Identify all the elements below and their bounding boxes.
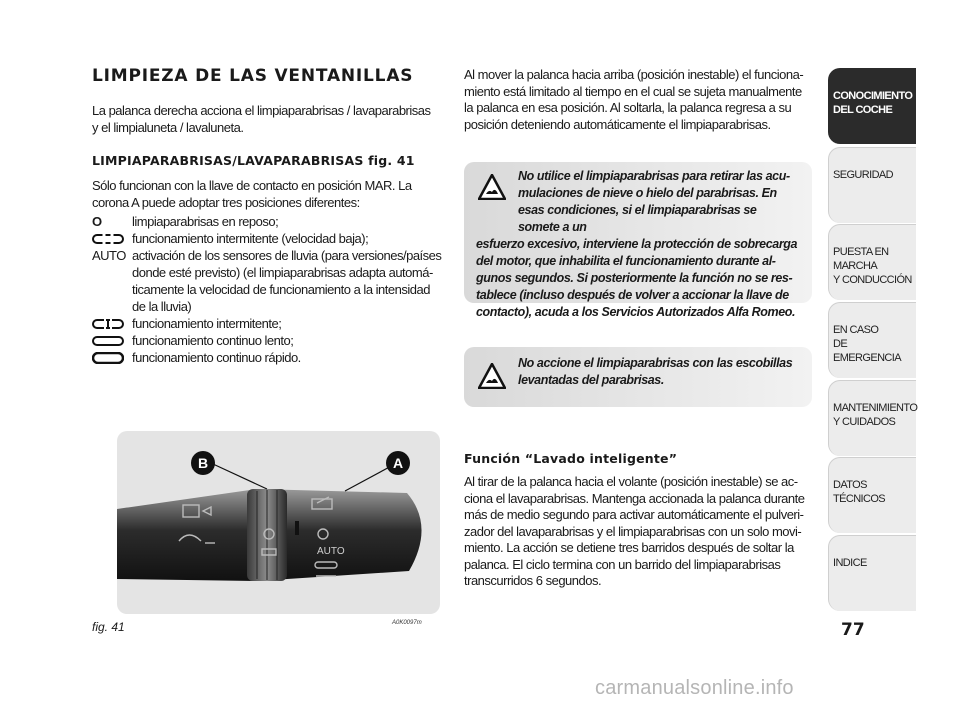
smart-wash-paragraph: Al tirar de la palanca hacia el volante (posición inestable) se acciona el lavaparabrisas. Mantenga accionada la palanca durante más de medio segundo para activar automáticamente el pulverizador del lavaparabrisas y el limpiaparabrisas con un solo movimiento. La acción se detiene tres barridos después de soltar la palanca. El ciclo termina con un barrido del limpiaparabrisas transcurridos 6 segundos. <box>464 474 805 588</box>
page-number: 77 <box>841 620 865 640</box>
tab-label-line: DEL COCHE <box>833 104 893 116</box>
tab-seguridad[interactable] <box>828 147 916 223</box>
list-item <box>92 247 442 315</box>
warning-box <box>464 162 812 319</box>
intermittent-low-symbol-icon <box>92 230 132 247</box>
intro-paragraph: La palanca derecha acciona el limpiaparabrisas / lavaparabrisas y el limpialuneta / lavaluneta. <box>92 103 431 135</box>
tab-puesta-en-marcha[interactable] <box>828 224 916 300</box>
section-heading: LIMPIAPARABRISAS/LAVAPARABRISAS fig. 41 <box>92 153 415 168</box>
wiper-lever-figure <box>117 431 440 614</box>
tab-label-line: MANTENIMIENTO <box>833 402 918 414</box>
list-item-text: activación de los sensores de lluvia (para versiones/países donde esté previsto) (el limpiaparabrisas adapta automáticamente la velocidad de funcionamiento a la intensidad de la lluvia) <box>132 248 442 314</box>
watermark[interactable]: carmanualsonline.info <box>595 677 794 699</box>
warning-text: No accione el limpiaparabrisas con las escobillas levantadas del parabrisas. <box>518 356 793 387</box>
section-heading: Función “Lavado inteligente” <box>464 451 678 466</box>
tab-label-line: CONOCIMIENTO <box>833 90 913 102</box>
list-item <box>92 332 442 349</box>
tab-label-line: Y CUIDADOS <box>833 416 896 428</box>
lever-auto-label: AUTO <box>317 546 345 557</box>
continuous-slow-symbol-icon <box>92 332 132 349</box>
warning-triangle-icon <box>478 363 506 389</box>
list-item <box>92 349 442 366</box>
tab-label-line: SEGURIDAD <box>833 169 893 181</box>
tab-mantenimiento[interactable] <box>828 380 916 456</box>
callout-a-label: A <box>392 455 404 471</box>
callout-b-label: B <box>197 455 209 471</box>
auto-symbol: AUTO <box>92 248 126 263</box>
tab-label-line: DATOS TÉCNICOS <box>833 479 886 505</box>
list-item <box>92 213 442 230</box>
tab-indice[interactable] <box>828 535 916 611</box>
continuous-fast-symbol-icon <box>92 349 132 366</box>
list-item <box>92 315 442 332</box>
tab-en-caso-de-emergencia[interactable] <box>828 302 916 378</box>
tab-label-line: EN CASO <box>833 324 879 336</box>
section-paragraph: Sólo funcionan con la llave de contacto en posición MAR. La corona A puede adoptar tres posiciones diferentes: <box>92 178 412 210</box>
tab-conocimiento-del-coche[interactable] <box>828 68 916 144</box>
wiper-positions-list <box>92 213 442 366</box>
wiper-lever-illustration <box>117 431 440 614</box>
tab-label-line: DE EMERGENCIA <box>833 338 901 364</box>
tab-label-line: Y CONDUCCIÓN <box>833 274 912 286</box>
zero-symbol-icon: O <box>92 214 102 229</box>
list-item-text: funcionamiento continuo rápido. <box>132 350 301 365</box>
warning-box <box>464 347 812 407</box>
lever-up-paragraph: Al mover la palanca hacia arriba (posición inestable) el funcionamiento está limitado al tiempo en el cual se sujeta manualmente la palanca en esa posición. Al soltarla, la palanca regresa a su posición deteniendo automáticamente el limpiaparabrisas. <box>464 67 804 132</box>
tab-label-line: INDICE <box>833 557 867 569</box>
figure-code: A0K0097m <box>392 620 422 626</box>
list-item <box>92 230 442 247</box>
warning-text-rest: esfuerzo excesivo, interviene la protección de sobrecarga del motor, que inhabilita el funcionamiento durante algunos segundos. Si posteriormente la función no se restablece (incluso después de volver a accionar la llave de contacto), acuda a los Servicios Autorizados Alfa Romeo. <box>476 237 798 319</box>
list-item-text: limpiaparabrisas en reposo; <box>132 214 279 229</box>
warning-text-start: No utilice el limpiaparabrisas para retirar las acumulaciones de nieve o hielo del parabrisas. En esas condiciones, si el limpiaparabrisas se somete a un <box>518 169 791 234</box>
list-item-text: funcionamiento intermitente (velocidad baja); <box>132 231 369 246</box>
figure-caption: fig. 41 <box>92 620 125 634</box>
tab-label-line: PUESTA EN MARCHA <box>833 246 889 272</box>
page-title: LIMPIEZA DE LAS VENTANILLAS <box>92 66 414 86</box>
list-item-text: funcionamiento continuo lento; <box>132 333 294 348</box>
intermittent-symbol-icon <box>92 315 132 332</box>
tab-datos-tecnicos[interactable] <box>828 457 916 533</box>
warning-triangle-icon <box>478 174 506 200</box>
list-item-text: funcionamiento intermitente; <box>132 316 282 331</box>
